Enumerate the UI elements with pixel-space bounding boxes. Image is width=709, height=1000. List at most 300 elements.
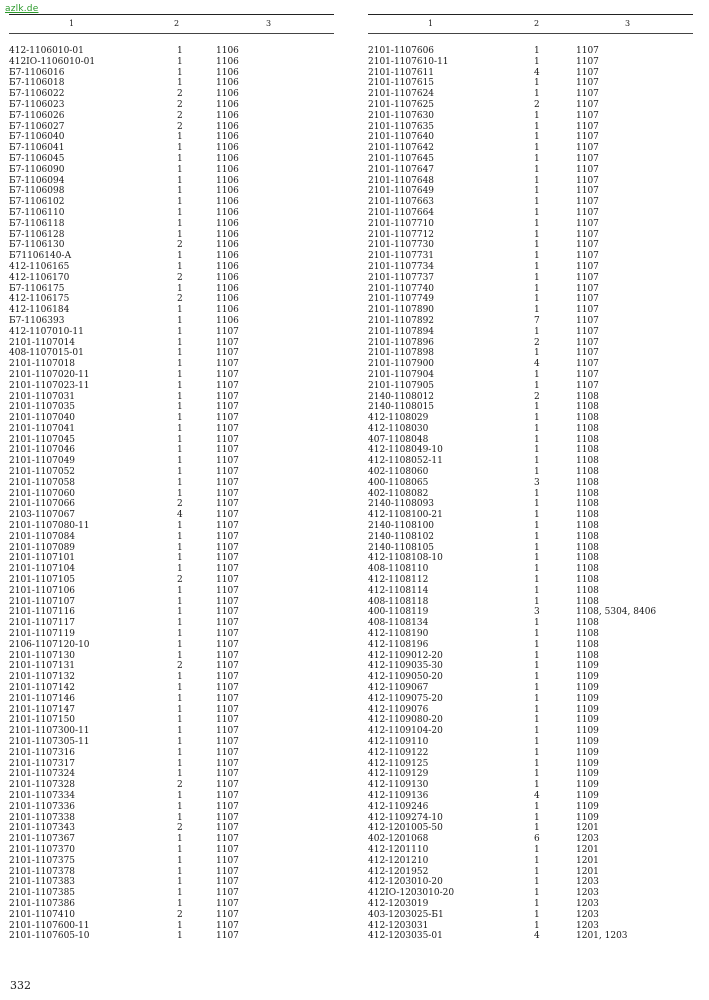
- quantity-cell: 1: [177, 564, 183, 575]
- group-number-cell: 1107: [576, 218, 599, 229]
- group-number-cell: 1106: [216, 164, 239, 175]
- part-number-cell: 412-1109246: [368, 801, 429, 812]
- quantity-cell: 1: [534, 110, 540, 121]
- part-number-cell: 2140-1108100: [368, 521, 435, 532]
- group-number-cell: 1107: [216, 769, 239, 780]
- table-row: [368, 651, 693, 662]
- group-number-cell: 1107: [216, 510, 239, 521]
- group-number-cell: 1109: [576, 780, 599, 791]
- table-row: [368, 284, 693, 295]
- group-number-cell: 1107: [216, 920, 239, 931]
- quantity-cell: 1: [177, 639, 183, 650]
- quantity-cell: 1: [177, 920, 183, 931]
- table-row: [368, 532, 693, 543]
- table-row: [368, 445, 693, 456]
- part-number-cell: 2101-1107610-11: [368, 56, 449, 67]
- part-number-cell: 412-1109136: [368, 790, 429, 801]
- quantity-cell: 1: [534, 186, 540, 197]
- table-row: [9, 931, 334, 942]
- part-number-cell: Б7-1106118: [9, 218, 65, 229]
- part-number-cell: 2101-1107894: [368, 326, 435, 337]
- quantity-cell: 1: [534, 294, 540, 305]
- table-row: [9, 165, 334, 176]
- table-row: [368, 823, 693, 834]
- table-row: [368, 208, 693, 219]
- table-row: [368, 705, 693, 716]
- group-number-cell: 1201: [576, 823, 599, 834]
- table-row: [368, 100, 693, 111]
- part-number-cell: 412-1108190: [368, 629, 429, 640]
- group-number-cell: 1109: [576, 661, 599, 672]
- quantity-cell: 1: [177, 369, 183, 380]
- quantity-cell: 1: [177, 693, 183, 704]
- quantity-cell: 1: [534, 402, 540, 413]
- part-number-cell: 412-1109110: [368, 737, 429, 747]
- group-number-cell: 1109: [576, 737, 599, 747]
- part-number-cell: 2101-1107900: [368, 359, 435, 370]
- table-row: [368, 143, 693, 154]
- part-number-cell: 2101-1107116: [9, 607, 76, 618]
- table-row: [368, 640, 693, 651]
- group-number-cell: 1109: [576, 801, 599, 812]
- part-number-cell: 2101-1107119: [9, 629, 76, 640]
- group-number-cell: 1107: [216, 737, 239, 747]
- group-number-cell: 1107: [216, 618, 239, 629]
- group-number-cell: 1106: [216, 110, 239, 121]
- group-number-cell: 1107: [576, 380, 599, 391]
- table-row: [368, 489, 693, 500]
- group-number-cell: 1107: [576, 121, 599, 132]
- quantity-cell: 1: [177, 844, 183, 855]
- quantity-cell: 1: [177, 305, 183, 316]
- group-number-cell: 1109: [576, 812, 599, 823]
- group-number-cell: 1106: [216, 186, 239, 197]
- group-number-cell: 1107: [216, 780, 239, 791]
- quantity-cell: 2: [177, 909, 183, 920]
- quantity-cell: 1: [534, 618, 540, 629]
- quantity-cell: 1: [177, 488, 183, 499]
- part-number-cell: 2101-1107317: [9, 758, 76, 769]
- part-number-cell: 412-1108114: [368, 585, 429, 596]
- part-number-cell: 412-1108112: [368, 575, 429, 586]
- group-number-cell: 1107: [216, 629, 239, 640]
- group-number-cell: 1108: [576, 585, 599, 596]
- table-row: [368, 586, 693, 597]
- page-number: 332: [10, 979, 31, 992]
- part-number-cell: 2101-1107730: [368, 240, 435, 251]
- table-row: [9, 68, 334, 79]
- quantity-cell: 1: [177, 315, 183, 326]
- quantity-cell: 1: [177, 261, 183, 272]
- quantity-cell: 1: [534, 197, 540, 208]
- part-number-cell: 2101-1107336: [9, 801, 76, 812]
- group-number-cell: 1106: [216, 175, 239, 186]
- group-number-cell: 1107: [216, 499, 239, 510]
- group-number-cell: 1107: [216, 693, 239, 704]
- quantity-cell: 1: [534, 812, 540, 823]
- part-number-cell: 2101-1107035: [9, 402, 76, 413]
- table-row: [9, 46, 334, 57]
- quantity-cell: 1: [177, 769, 183, 780]
- part-number-cell: 402-1108060: [368, 467, 429, 478]
- site-watermark[interactable]: azlk.de: [5, 4, 39, 14]
- quantity-cell: 1: [177, 391, 183, 402]
- quantity-cell: 4: [534, 790, 540, 801]
- part-number-cell: 412-1203019: [368, 898, 429, 909]
- table-row: [9, 327, 334, 338]
- table-row: [368, 834, 693, 845]
- part-number-cell: 412-1109012-20: [368, 650, 443, 661]
- quantity-cell: 1: [177, 618, 183, 629]
- quantity-cell: 1: [177, 326, 183, 337]
- group-number-cell: 1107: [576, 326, 599, 337]
- part-number-cell: 412-1108049-10: [368, 445, 443, 456]
- part-number-cell: Б7-1106175: [9, 283, 65, 294]
- quantity-cell: 1: [177, 78, 183, 89]
- quantity-cell: 1: [534, 326, 540, 337]
- quantity-cell: 1: [534, 499, 540, 510]
- part-number-cell: 2101-1107600-11: [9, 920, 90, 931]
- table-row: [368, 888, 693, 899]
- part-number-cell: 2101-1107324: [9, 769, 76, 780]
- quantity-cell: 2: [177, 780, 183, 791]
- group-number-cell: 1107: [576, 359, 599, 370]
- table-row: [368, 89, 693, 100]
- table-row: [368, 294, 693, 305]
- left-parts-table: [9, 14, 334, 942]
- table-row: [9, 629, 334, 640]
- part-number-cell: 412-1201210: [368, 855, 429, 866]
- table-row: [368, 424, 693, 435]
- table-row: [368, 122, 693, 133]
- quantity-cell: 1: [177, 888, 183, 899]
- part-number-cell: 2101-1107328: [9, 780, 76, 791]
- table-row: [368, 597, 693, 608]
- quantity-cell: 1: [534, 369, 540, 380]
- group-number-cell: 1107: [216, 931, 239, 942]
- table-row: [9, 737, 334, 748]
- part-number-cell: 2101-1107898: [368, 348, 435, 359]
- part-number-cell: 2101-1107150: [9, 715, 76, 726]
- part-number-cell: 412-1108196: [368, 639, 429, 650]
- table-row: [368, 176, 693, 187]
- part-number-cell: 2101-1107300-11: [9, 726, 90, 737]
- part-number-cell: 412-1106175: [9, 294, 70, 305]
- part-number-cell: 412-1109076: [368, 704, 429, 715]
- part-number-cell: 2101-1107060: [9, 488, 76, 499]
- table-row: [9, 154, 334, 165]
- quantity-cell: 1: [177, 866, 183, 877]
- group-number-cell: 1201: [576, 855, 599, 866]
- part-number-cell: 2101-1107905: [368, 380, 435, 391]
- group-number-cell: 1107: [576, 186, 599, 197]
- quantity-cell: 1: [177, 197, 183, 208]
- group-number-cell: 1108: [576, 391, 599, 402]
- quantity-cell: 1: [534, 801, 540, 812]
- part-number-cell: 412-1109104-20: [368, 726, 443, 737]
- quantity-cell: 1: [534, 661, 540, 672]
- table-row: [9, 672, 334, 683]
- table-row: [9, 370, 334, 381]
- group-number-cell: 1107: [216, 683, 239, 694]
- part-number-cell: 412-1203035-01: [368, 931, 443, 942]
- table-row: [9, 543, 334, 554]
- table-row: [368, 68, 693, 79]
- group-number-cell: 1107: [216, 704, 239, 715]
- quantity-cell: 1: [534, 877, 540, 888]
- part-number-cell: 412-1106165: [9, 261, 70, 272]
- part-number-cell: 412-1108029: [368, 413, 429, 424]
- table-row: [368, 931, 693, 942]
- group-number-cell: 1106: [216, 315, 239, 326]
- group-number-cell: 1107: [576, 315, 599, 326]
- part-number-cell: 412IO-1106010-01: [9, 56, 96, 67]
- part-number-cell: 412-1203031: [368, 920, 429, 931]
- quantity-cell: 3: [534, 607, 540, 618]
- quantity-cell: 1: [534, 218, 540, 229]
- part-number-cell: 2101-1107089: [9, 542, 76, 553]
- part-number-cell: 2101-1107132: [9, 672, 76, 683]
- group-number-cell: 1108: [576, 531, 599, 542]
- quantity-cell: 2: [534, 391, 540, 402]
- quantity-cell: 1: [534, 56, 540, 67]
- part-number-cell: 2140-1108105: [368, 542, 435, 553]
- group-number-cell: 1107: [216, 488, 239, 499]
- table-row: [9, 661, 334, 672]
- group-number-cell: 1109: [576, 747, 599, 758]
- part-number-cell: 2101-1107734: [368, 261, 435, 272]
- part-number-cell: Б7-1106041: [9, 143, 65, 154]
- part-number-cell: 2101-1107410: [9, 909, 76, 920]
- group-number-cell: 1203: [576, 834, 599, 845]
- quantity-cell: 2: [177, 499, 183, 510]
- group-number-cell: 1109: [576, 769, 599, 780]
- part-number-cell: 2101-1107649: [368, 186, 435, 197]
- quantity-cell: 1: [177, 855, 183, 866]
- table-row: [9, 802, 334, 813]
- quantity-cell: 1: [534, 758, 540, 769]
- group-number-cell: 1107: [216, 337, 239, 348]
- table-row: [368, 273, 693, 284]
- quantity-cell: 2: [177, 121, 183, 132]
- quantity-cell: 1: [534, 143, 540, 154]
- quantity-cell: 1: [534, 888, 540, 899]
- table-row: [368, 672, 693, 683]
- quantity-cell: 1: [534, 456, 540, 467]
- quantity-cell: 1: [534, 639, 540, 650]
- quantity-cell: 1: [534, 348, 540, 359]
- part-number-cell: 2101-1107147: [9, 704, 76, 715]
- table-row: [368, 780, 693, 791]
- part-number-cell: 2101-1107023-11: [9, 380, 90, 391]
- group-number-cell: 1106: [216, 261, 239, 272]
- table-row: [9, 813, 334, 824]
- part-number-cell: 2101-1107131: [9, 661, 76, 672]
- group-number-cell: 1107: [216, 661, 239, 672]
- quantity-cell: 1: [177, 46, 183, 56]
- quantity-cell: 1: [177, 251, 183, 262]
- quantity-cell: 1: [177, 380, 183, 391]
- table-row: [9, 877, 334, 888]
- table-row: [9, 769, 334, 780]
- table-row: [9, 780, 334, 791]
- quantity-cell: 1: [177, 834, 183, 845]
- group-number-cell: 1106: [216, 207, 239, 218]
- group-number-cell: 1107: [216, 380, 239, 391]
- table-row: [368, 154, 693, 165]
- group-number-cell: 1108: [576, 413, 599, 424]
- table-row: [9, 510, 334, 521]
- part-number-cell: 2101-1107370: [9, 844, 76, 855]
- table-row: [368, 921, 693, 932]
- table-row: [368, 197, 693, 208]
- part-number-cell: 2106-1107120-10: [9, 639, 90, 650]
- quantity-cell: 1: [177, 413, 183, 424]
- group-number-cell: 1108: [576, 618, 599, 629]
- group-number-cell: 1108: [576, 650, 599, 661]
- group-number-cell: 1107: [576, 197, 599, 208]
- part-number-cell: 2101-1107647: [368, 164, 435, 175]
- group-number-cell: 1107: [576, 272, 599, 283]
- part-number-cell: 402-1108082: [368, 488, 429, 499]
- table-row: [368, 856, 693, 867]
- quantity-cell: 1: [177, 629, 183, 640]
- group-number-cell: 1106: [216, 240, 239, 251]
- part-number-cell: Б7-1106110: [9, 207, 65, 218]
- group-number-cell: 1203: [576, 920, 599, 931]
- table-row: [368, 165, 693, 176]
- group-number-cell: 1107: [216, 672, 239, 683]
- part-number-cell: 2101-1107049: [9, 456, 76, 467]
- part-number-cell: 412-1107010-11: [9, 326, 84, 337]
- quantity-cell: 1: [177, 931, 183, 942]
- quantity-cell: 1: [534, 521, 540, 532]
- part-number-cell: Б7-1106026: [9, 110, 65, 121]
- quantity-cell: 4: [534, 67, 540, 78]
- part-number-cell: 2101-1107737: [368, 272, 435, 283]
- group-number-cell: 1107: [216, 596, 239, 607]
- table-row: [9, 305, 334, 316]
- table-row: [9, 489, 334, 500]
- table-row: [9, 478, 334, 489]
- table-row: [9, 240, 334, 251]
- quantity-cell: 1: [177, 456, 183, 467]
- table-row: [9, 532, 334, 543]
- group-number-cell: 1107: [216, 844, 239, 855]
- group-number-cell: 1106: [216, 283, 239, 294]
- part-number-cell: 2140-1108012: [368, 391, 435, 402]
- group-number-cell: 1108: [576, 596, 599, 607]
- table-row: [9, 748, 334, 759]
- right-parts-table: [368, 14, 693, 942]
- group-number-cell: 1107: [216, 553, 239, 564]
- quantity-cell: 1: [534, 596, 540, 607]
- table-row: [9, 791, 334, 802]
- part-number-cell: 412-1109035-30: [368, 661, 443, 672]
- quantity-cell: 2: [177, 823, 183, 834]
- part-number-cell: 2101-1107615: [368, 78, 435, 89]
- part-number-cell: 2101-1107130: [9, 650, 76, 661]
- table-row: [9, 262, 334, 273]
- part-number-cell: 2101-1107101: [9, 553, 76, 564]
- table-body: [368, 34, 693, 942]
- quantity-cell: 1: [177, 132, 183, 143]
- group-number-cell: 1107: [216, 747, 239, 758]
- table-row: [368, 553, 693, 564]
- group-number-cell: 1107: [576, 67, 599, 78]
- group-number-cell: 1201, 1203: [576, 931, 628, 942]
- table-row: [9, 899, 334, 910]
- part-number-cell: Б7-1106040: [9, 132, 65, 143]
- part-number-cell: 412-1109125: [368, 758, 429, 769]
- part-number-cell: 412-1109129: [368, 769, 429, 780]
- group-number-cell: 1107: [216, 607, 239, 618]
- quantity-cell: 2: [177, 272, 183, 283]
- part-number-cell: 2101-1107080-11: [9, 521, 90, 532]
- quantity-cell: 1: [534, 46, 540, 56]
- group-number-cell: 1107: [216, 834, 239, 845]
- table-row: [368, 359, 693, 370]
- group-number-cell: 1201: [576, 866, 599, 877]
- table-row: [9, 219, 334, 230]
- quantity-cell: 1: [534, 683, 540, 694]
- quantity-cell: 1: [177, 790, 183, 801]
- header-col-1: 1: [69, 19, 75, 28]
- table-row: [9, 413, 334, 424]
- part-number-cell: 412-1109067: [368, 683, 429, 694]
- quantity-cell: 1: [177, 402, 183, 413]
- group-number-cell: 1107: [216, 726, 239, 737]
- part-number-cell: 2140-1108102: [368, 531, 435, 542]
- table-row: [9, 640, 334, 651]
- quantity-cell: 1: [177, 553, 183, 564]
- quantity-cell: 1: [534, 780, 540, 791]
- group-number-cell: 1106: [216, 46, 239, 56]
- table-row: [368, 575, 693, 586]
- table-row: [9, 445, 334, 456]
- part-number-cell: 412-1106184: [9, 305, 70, 316]
- table-row: [9, 715, 334, 726]
- quantity-cell: 4: [534, 359, 540, 370]
- group-number-cell: 1108: [576, 423, 599, 434]
- table-row: [368, 316, 693, 327]
- quantity-cell: 1: [534, 769, 540, 780]
- group-number-cell: 1107: [216, 585, 239, 596]
- quantity-cell: 1: [177, 704, 183, 715]
- table-row: [9, 683, 334, 694]
- part-number-cell: 2101-1107710: [368, 218, 435, 229]
- part-number-cell: 412-1106170: [9, 272, 70, 283]
- quantity-cell: 1: [177, 477, 183, 488]
- group-number-cell: 1107: [576, 78, 599, 89]
- part-number-cell: 2101-1107020-11: [9, 369, 90, 380]
- group-number-cell: 1108: [576, 402, 599, 413]
- group-number-cell: 1108: [576, 575, 599, 586]
- group-number-cell: 1107: [576, 46, 599, 56]
- part-number-cell: 2101-1107375: [9, 855, 76, 866]
- group-number-cell: 1203: [576, 877, 599, 888]
- quantity-cell: 1: [534, 207, 540, 218]
- part-number-cell: 403-1203025-Б1: [368, 909, 444, 920]
- part-number-cell: 2101-1107663: [368, 197, 435, 208]
- table-row: [368, 467, 693, 478]
- table-row: [9, 564, 334, 575]
- part-number-cell: 2101-1107645: [368, 153, 435, 164]
- part-number-cell: Б7-1106018: [9, 78, 65, 89]
- part-number-cell: 2101-1107896: [368, 337, 435, 348]
- table-row: [368, 726, 693, 737]
- quantity-cell: 1: [534, 898, 540, 909]
